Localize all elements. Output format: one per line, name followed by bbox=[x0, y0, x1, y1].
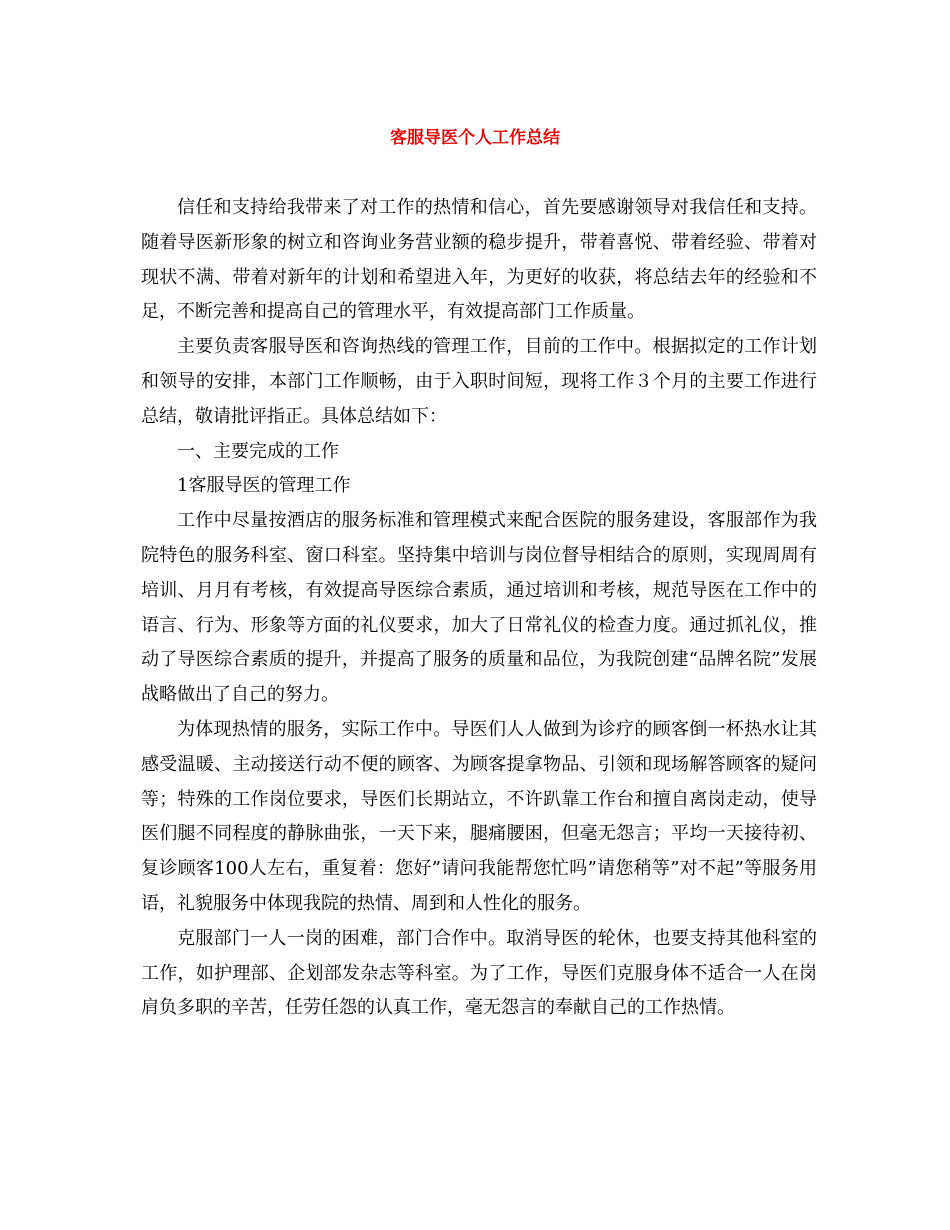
section-heading-main-work: 一、主要完成的工作 bbox=[177, 440, 339, 462]
paragraph-department-cooperation: 克服部门一人一岗的困难，部门合作中。取消导医的轮休，也要支持其他科室的工作，如护理部、企划部发杂志等科室。为了工作，导医们克服身体不适合一人在岗肩负多职的辛苦，任劳任怨的认真工作，毫无怨言的奉献自己的工作热情。 bbox=[141, 927, 817, 1019]
paragraph-intro: 信任和支持给我带来了对工作的热情和信心，首先要感谢领导对我信任和支持。随着导医新形象的树立和咨询业务营业额的稳步提升，带着喜悦、带着经验、带着对现状不满、带着对新年的计划和希望进入年，为更好的收获，将总结去年的经验和不足，不断完善和提高自己的管理水平，有效提高部门工作质量。 bbox=[141, 197, 817, 323]
paragraph-service-standards: 工作中尽量按酒店的服务标准和管理模式来配合医院的服务建设，客服部作为我院特色的服务科室、窗口科室。坚持集中培训与岗位督导相结合的原则，实现周周有培训、月月有考核，有效提高导医综合素质，通过培训和考核，规范导医在工作中的语言、行为、形象等方面的礼仪要求，加大了日常礼仪的检查力度。通过抓礼仪，推动了导医综合素质的提升，并提高了服务的质量和品位，为我院创建“品牌名院”发展战略做出了自己的努力。 bbox=[141, 510, 817, 706]
document-title: 客服导医个人工作总结 bbox=[390, 128, 560, 148]
paragraph-warm-service: 为体现热情的服务，实际工作中。导医们人人做到为诊疗的顾客倒一杯热水让其感受温暖、主动接送行动不便的顾客、为顾客提拿物品、引领和现场解答顾客的疑问等；特殊的工作岗位要求，导医们长期站立，不许趴靠工作台和擅自离岗走动，使导医们腿不同程度的静脉曲张，一天下来，腿痛腰困，但毫无怨言；平均一天接待初、复诊顾客100人左右，重复着：您好”请问我能帮您忙吗”请您稍等”对不起”等服务用语，礼貌服务中体现我院的热情、周到和人性化的服务。 bbox=[141, 718, 817, 914]
document-body bbox=[141, 191, 817, 1026]
subsection-heading-guide-management: 1客服导医的管理工作 bbox=[177, 475, 351, 497]
paragraph-responsibilities: 主要负责客服导医和咨询热线的管理工作，目前的工作中。根据拟定的工作计划和领导的安排，本部门工作顺畅，由于入职时间短，现将工作３个月的主要工作进行总结，敬请批评指正。具体总结如下： bbox=[141, 336, 817, 427]
